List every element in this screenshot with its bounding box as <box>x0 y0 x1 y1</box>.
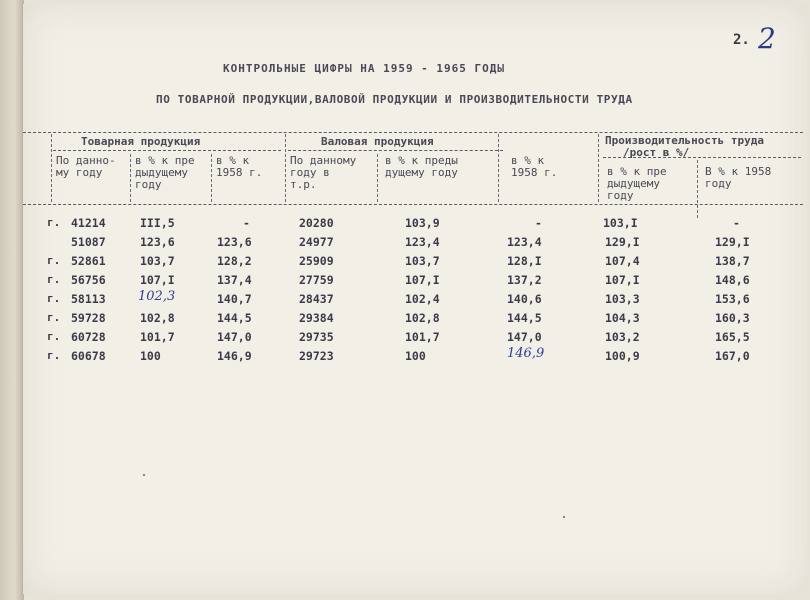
header-col-productivity-1958: В % к 1958 году <box>705 165 772 190</box>
cell-productivity-prev: 100,9 <box>605 349 640 363</box>
cell-gross-1958: 123,4 <box>507 235 542 249</box>
left-page-edge <box>0 0 24 600</box>
header-col-gross-1958: в % к 1958 г. <box>511 154 558 179</box>
cell-gross-1958: 147,0 <box>507 330 542 344</box>
cell-commodity-1958: 123,6 <box>217 235 252 249</box>
cell-commodity-prev: 100 <box>140 349 161 363</box>
row-label: г. <box>47 216 61 229</box>
cell-gross-prev: 102,4 <box>405 292 440 306</box>
cell-gross-prev: 101,7 <box>405 330 440 344</box>
cell-productivity-prev: 129,I <box>605 235 640 249</box>
cell-productivity-1958: 138,7 <box>715 254 750 268</box>
header-bottom-rule <box>23 204 803 205</box>
col-separator <box>697 160 698 218</box>
header-group-productivity: Производительность труда <box>605 134 764 147</box>
cell-commodity-1958: 140,7 <box>217 292 252 306</box>
col-separator <box>51 134 52 202</box>
header-group-productivity-sub: /рост в %/ <box>623 146 690 159</box>
cell-gross-value: 27759 <box>299 273 334 287</box>
cell-productivity-1958: - <box>733 216 740 230</box>
paper-speck <box>143 474 145 476</box>
cell-commodity-value: 60728 <box>71 330 106 344</box>
cell-gross-1958: 128,I <box>507 254 542 268</box>
cell-commodity-value: 56756 <box>71 273 106 287</box>
header-col-commodity-1958: в % к 1958 г. <box>216 154 263 179</box>
cell-commodity-prev: 123,6 <box>140 235 175 249</box>
col-separator <box>285 134 286 202</box>
col-separator <box>598 134 599 202</box>
row-label: г. <box>47 292 61 305</box>
cell-productivity-1958: 167,0 <box>715 349 750 363</box>
header-col-commodity-prev: в % к пре дыдущему году <box>135 154 195 191</box>
cell-gross-value: 20280 <box>299 216 334 230</box>
cell-gross-prev: 107,I <box>405 273 440 287</box>
cell-gross-value: 24977 <box>299 235 334 249</box>
document-page <box>22 4 807 594</box>
group-rule-commodity <box>53 150 281 151</box>
cell-productivity-1958: 160,3 <box>715 311 750 325</box>
table-top-rule <box>23 132 803 133</box>
cell-commodity-prev: 101,7 <box>140 330 175 344</box>
header-col-commodity-value: По данно- му году <box>56 154 116 179</box>
header-group-gross: Валовая продукция <box>321 135 434 148</box>
cell-gross-prev: 103,9 <box>405 216 440 230</box>
cell-productivity-1958: 129,I <box>715 235 750 249</box>
row-label: г. <box>47 330 61 343</box>
cell-commodity-value: 41214 <box>71 216 106 230</box>
cell-gross-1958-handwritten: 146,9 <box>507 346 545 361</box>
col-separator <box>130 154 131 202</box>
cell-commodity-1958: 128,2 <box>217 254 252 268</box>
cell-gross-prev: 102,8 <box>405 311 440 325</box>
cell-commodity-value: 51087 <box>71 235 106 249</box>
cell-gross-1958: 137,2 <box>507 273 542 287</box>
cell-productivity-prev: 107,4 <box>605 254 640 268</box>
col-separator <box>211 154 212 202</box>
cell-gross-1958: 144,5 <box>507 311 542 325</box>
cell-commodity-1958: - <box>243 216 250 230</box>
header-col-gross-value: По данному году в т.р. <box>290 154 357 191</box>
cell-commodity-prev: 102,8 <box>140 311 175 325</box>
cell-productivity-prev: 103,I <box>603 216 638 230</box>
cell-gross-value: 29723 <box>299 349 334 363</box>
cell-productivity-prev: 104,3 <box>605 311 640 325</box>
cell-gross-prev: 103,7 <box>405 254 440 268</box>
cell-gross-prev: 100 <box>405 349 426 363</box>
cell-productivity-1958: 153,6 <box>715 292 750 306</box>
cell-commodity-value: 60678 <box>71 349 106 363</box>
cell-commodity-prev: 107,I <box>140 273 175 287</box>
document-title: КОНТРОЛЬНЫЕ ЦИФРЫ НА 1959 - 1965 ГОДЫ <box>223 62 506 75</box>
cell-productivity-1958: 148,6 <box>715 273 750 287</box>
cell-commodity-1958: 144,5 <box>217 311 252 325</box>
row-label: г. <box>47 311 61 324</box>
col-separator <box>498 134 499 202</box>
group-rule-gross <box>288 150 503 151</box>
cell-productivity-prev: 103,3 <box>605 292 640 306</box>
cell-productivity-1958: 165,5 <box>715 330 750 344</box>
cell-gross-prev: 123,4 <box>405 235 440 249</box>
cell-gross-value: 29384 <box>299 311 334 325</box>
cell-gross-value: 29735 <box>299 330 334 344</box>
cell-commodity-1958: 147,0 <box>217 330 252 344</box>
cell-commodity-value: 59728 <box>71 311 106 325</box>
cell-commodity-prev: 103,7 <box>140 254 175 268</box>
cell-gross-1958: 140,6 <box>507 292 542 306</box>
col-separator <box>377 154 378 202</box>
header-group-commodity: Товарная продукция <box>81 135 201 148</box>
cell-gross-value: 25909 <box>299 254 334 268</box>
page-number: 2. <box>733 32 750 48</box>
row-label: г. <box>47 273 61 286</box>
page-number-handwritten: 2 <box>758 22 776 55</box>
cell-commodity-prev-handwritten: 102,3 <box>138 289 176 304</box>
row-label: г. <box>47 349 61 362</box>
cell-gross-value: 28437 <box>299 292 334 306</box>
cell-productivity-prev: 103,2 <box>605 330 640 344</box>
cell-commodity-1958: 146,9 <box>217 349 252 363</box>
paper-speck <box>563 516 565 518</box>
cell-gross-1958: - <box>535 216 542 230</box>
row-label: г. <box>47 254 61 267</box>
cell-commodity-1958: 137,4 <box>217 273 252 287</box>
header-col-productivity-prev: в % к пре дыдущему году <box>607 165 667 202</box>
cell-commodity-value: 58113 <box>71 292 106 306</box>
document-subtitle: ПО ТОВАРНОЙ ПРОДУКЦИИ,ВАЛОВОЙ ПРОДУКЦИИ И ПРОИЗВОДИТЕЛЬНОСТИ ТРУДА <box>156 93 633 106</box>
header-col-gross-prev: в % к преды дущему году <box>385 154 458 179</box>
cell-productivity-prev: 107,I <box>605 273 640 287</box>
cell-commodity-value: 52861 <box>71 254 106 268</box>
cell-commodity-prev: III,5 <box>140 216 175 230</box>
